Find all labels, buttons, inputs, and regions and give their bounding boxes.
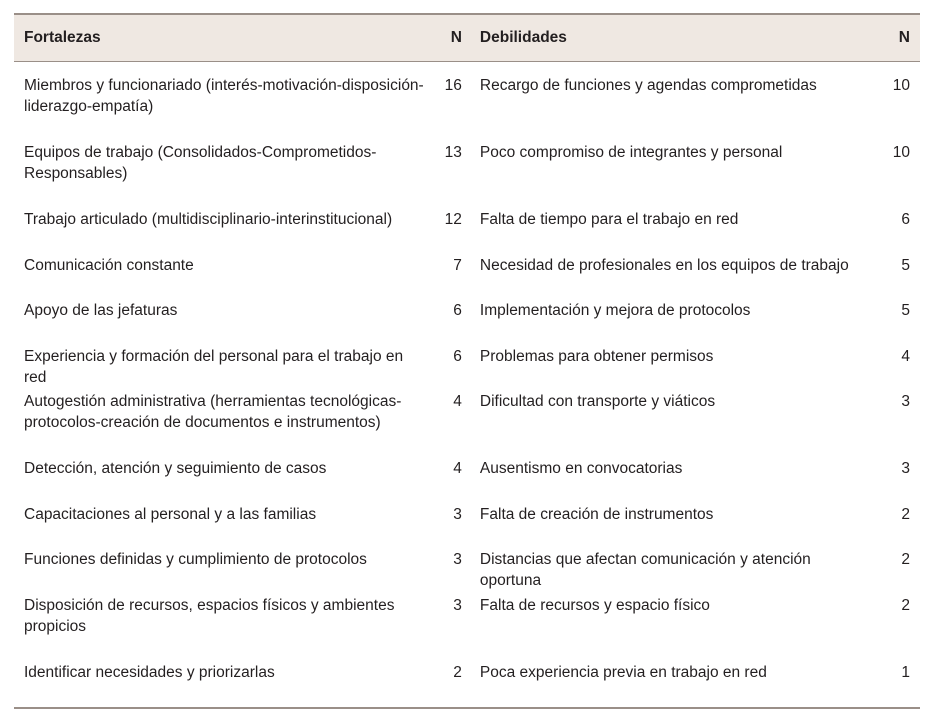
table-row [14,300,920,346]
debilidad-cell: Falta de creación de instrumentos [479,505,714,523]
fortaleza-count: 2 [453,663,462,681]
table-row [14,142,920,209]
debilidad-cell: Necesidad de profesionales en los equipos de trabajo [479,256,849,274]
fortaleza-cell: Experiencia y formación del personal para el trabajo en red [24,347,404,386]
debilidad-count: 6 [901,211,910,228]
fortaleza-cell: Detección, atención y seguimiento de casos [24,460,327,477]
debilidad-cell: Distancias que afectan comunicación y atención oportuna [479,551,811,589]
debilidad-count: 5 [901,256,910,274]
debilidad-cell: Dificultad con transporte y viáticos [479,393,716,410]
header-n-fortalezas: N [450,29,462,46]
fortaleza-cell: Funciones definidas y cumplimiento de protocolos [24,551,367,568]
fortaleza-count: 13 [444,144,462,161]
table-row [14,595,920,662]
table-row [14,549,920,595]
debilidad-count: 3 [901,460,910,477]
debilidad-cell: Recargo de funciones y agendas comprometidas [479,77,817,94]
fortaleza-count: 4 [453,393,462,410]
fortaleza-cell: Comunicación constante [24,256,194,274]
debilidad-count: 5 [901,302,910,319]
fortaleza-cell: Trabajo articulado (multidisciplinario-interinstitucional) [24,211,393,228]
header-fortalezas: Fortalezas [24,29,101,46]
table-row [14,458,920,504]
table-row [14,255,920,301]
fortaleza-count: 6 [453,302,462,319]
table-row [14,346,920,392]
debilidad-cell: Problemas para obtener permisos [479,347,714,365]
fortaleza-cell: Equipos de trabajo (Consolidados-Comprometidos-Responsables) [24,144,377,182]
table-row [14,504,920,550]
debilidad-count: 2 [901,551,910,568]
debilidad-count: 2 [901,596,910,614]
strengths-weaknesses-table [14,13,920,709]
table-row [14,75,920,142]
fortaleza-cell: Capacitaciones al personal y a las familias [24,505,317,523]
fortaleza-count: 3 [453,505,462,523]
fortaleza-cell: Autogestión administrativa (herramientas tecnológicas-protocolos-creación de documentos e instrumentos) [24,393,402,431]
debilidad-count: 1 [901,663,910,681]
debilidad-count: 3 [901,393,910,410]
debilidad-cell: Poca experiencia previa en trabajo en red [479,663,767,681]
debilidad-cell: Poco compromiso de integrantes y personal [479,144,783,161]
fortaleza-cell: Disposición de recursos, espacios físicos y ambientes propicios [24,596,395,635]
header-debilidades: Debilidades [479,29,567,46]
table-body [14,62,920,707]
table-row [14,209,920,255]
table-row [14,662,920,708]
fortaleza-cell: Identificar necesidades y priorizarlas [24,663,275,681]
debilidad-cell: Falta de recursos y espacio físico [479,596,710,614]
fortaleza-count: 3 [453,596,462,614]
fortaleza-count: 6 [453,347,462,365]
debilidad-cell: Falta de tiempo para el trabajo en red [479,211,739,228]
fortaleza-count: 16 [444,77,462,94]
debilidad-count: 4 [901,347,910,365]
debilidad-count: 10 [892,144,910,161]
debilidad-cell: Implementación y mejora de protocolos [479,302,751,319]
debilidad-cell: Ausentismo en convocatorias [479,460,683,477]
fortaleza-count: 4 [453,460,462,477]
fortaleza-count: 3 [453,551,462,568]
fortaleza-count: 12 [444,211,462,228]
debilidad-count: 10 [892,77,910,94]
header-n-debilidades: N [898,29,910,46]
table-row [14,391,920,458]
debilidad-count: 2 [901,505,910,523]
fortaleza-count: 7 [453,256,462,274]
fortaleza-cell: Miembros y funcionariado (interés-motivación-disposición-liderazgo-empatía) [24,77,424,115]
table-header [14,15,920,61]
fortaleza-cell: Apoyo de las jefaturas [24,302,178,319]
